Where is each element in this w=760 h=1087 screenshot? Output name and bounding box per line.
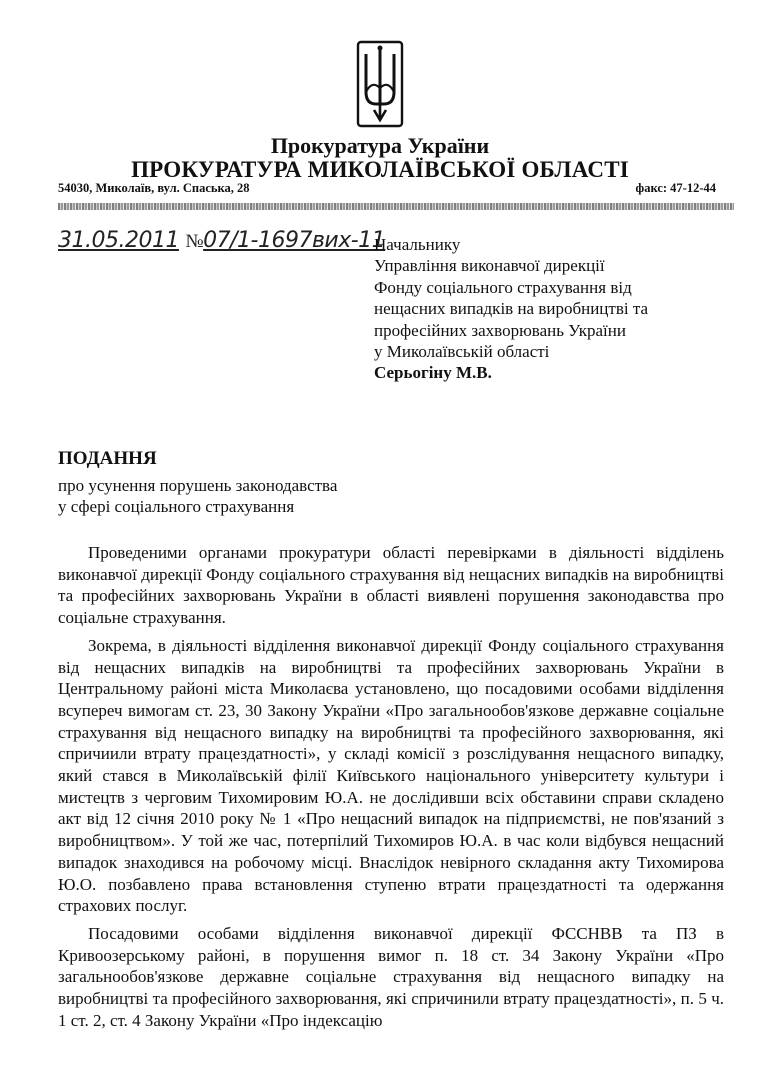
outgoing-reference [58, 227, 385, 256]
addressee-line: у Миколаївській області [374, 342, 550, 362]
regional-office-name: ПРОКУРАТУРА МИКОЛАЇВСЬКОЇ ОБЛАСТІ [131, 157, 629, 182]
addressee-line: Фонду соціального страхування від [374, 277, 632, 297]
header-divider [58, 203, 734, 210]
reference-date: 31.05.2011 [58, 228, 179, 253]
addressee-line: Управління виконавчої дирекції [374, 256, 605, 276]
reference-number: 07/1-1697вих-11 [203, 228, 386, 253]
subtitle-line: про усунення порушень законодавства [58, 476, 338, 495]
reference-number-sign: № [185, 231, 204, 252]
office-name: Прокуратура України [270, 133, 490, 158]
office-fax: факс: 47-12-44 [635, 181, 716, 195]
addressee-line: професійних захворювань України [374, 320, 626, 340]
subtitle-line: у сфері соціального страхування [58, 497, 295, 517]
addressee-block [374, 234, 724, 384]
addressee-name: Серьогіну М.В. [374, 363, 492, 383]
addressee-line: нещасних випадків на виробництві та [374, 299, 649, 319]
body-paragraph: Посадовими особами відділення виконавчої дирекції ФССНВВ та ПЗ в Кривоозерському районі, в порушення вимог п. 18 ст. 34 Закону України «Про загальнообов'язкове державне соціальне страхування від нещасного випадку на виробництві та професійного захворювання, які спричинили втрату працездатності», п. 5 ч. 1 ст. 2, ст. 4 Закону України «Про індексацію [58, 923, 724, 1030]
body-paragraph: Зокрема, в діяльності відділення виконавчої дирекції Фонду соціального страхування від нещасних випадків на виробництві та професійних захворювань України в Центральному районі міста Миколаєва установлено, що посадовими особами відділення всупереч вимогам ст. 23, 30 Закону України «Про загальнообов'язкове державне соціальне страхування від нещасного випадку на виробництві та професійного захворювання, які спричиили втрату працездатності», у складі комісії з розслідування нещасного випадку, який стався в Миколаївській філії Київського національного університету культури і мистецтв з черговим Тихомировим Ю.А. не дослідивши всіх обставини справи складено акт від 12 січня 2010 року № 1 «Про нещасний випадок на підприємстві, не пов'язаний з виробництвом». У той же час, потерпілий Тихомиров Ю.А. в час коли відбувся нещасний випадок знаходився на робочому місці. Внаслідок невірного складання акту Тихомирова Ю.О. позбавлено права встановлення ступеню втрати працездатності та одержання страхових послуг. [58, 635, 724, 916]
office-address: 54030, Миколаїв, вул. Спаська, 28 [58, 181, 250, 195]
body-paragraph: Проведеними органами прокуратури області перевірками в діяльності відділень виконавчої дирекції Фонду соціального страхування від нещасних випадків на виробництві та професійних захворювань України в області виявлені порушення законодавства про соціальне страхування. [58, 543, 724, 628]
document-title: ПОДАННЯ [58, 448, 157, 469]
addressee-line: Начальнику [374, 235, 461, 254]
trident-emblem-icon [356, 40, 404, 128]
document-subtitle [58, 475, 337, 518]
document-body [58, 542, 724, 1037]
